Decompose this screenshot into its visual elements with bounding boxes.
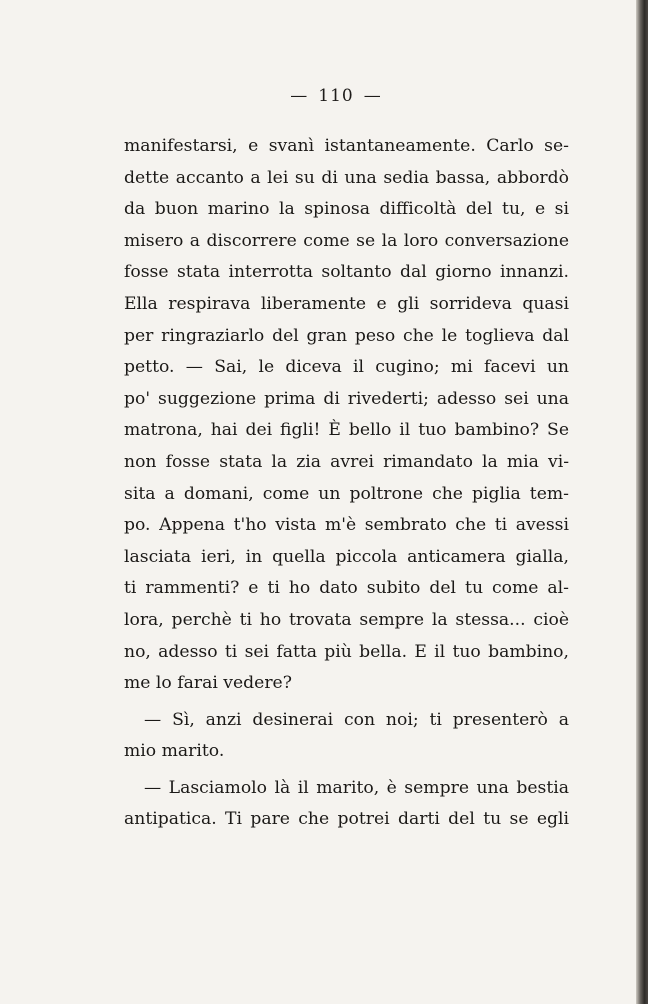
text-line: ti rammenti? e ti ho dato subito del tu come al-	[124, 578, 569, 599]
text-line: fosse stata interrotta soltanto dal giorno innanzi.	[124, 262, 569, 283]
paragraph	[124, 705, 569, 768]
text-line: me lo farai vedere?	[124, 673, 292, 694]
text-line: po. Appena t'ho vista m'è sembrato che ti avessi	[124, 515, 569, 536]
text-line: matrona, hai dei figli! È bello il tuo bambino? Se	[124, 420, 569, 441]
text-line: no, adesso ti sei fatta più bella. E il tuo bambino,	[124, 641, 569, 662]
text-line: — Sì, anzi desinerai con noi; ti presenterò a	[144, 709, 569, 730]
text-line: per ringraziarlo del gran peso che le toglieva dal	[124, 325, 569, 346]
text-line: petto. — Sai, le diceva il cugino; mi facevi un	[124, 357, 569, 378]
body-text	[124, 131, 569, 836]
text-line: non fosse stata la zia avrei rimandato la mia vi-	[124, 451, 569, 472]
page-binding-edge	[636, 0, 648, 1004]
text-line: — Lasciamolo là il marito, è sempre una bestia	[144, 777, 569, 798]
text-line: sita a domani, come un poltrone che piglia tem-	[124, 483, 569, 504]
text-line: lasciata ieri, in quella piccola anticamera gialla,	[124, 546, 569, 567]
text-line: manifestarsi, e svanì istantaneamente. Carlo se-	[124, 136, 569, 156]
page-number-header	[0, 86, 648, 106]
text-line: Ella respirava liberamente e gli sorrideva quasi	[124, 293, 569, 314]
page-number: 110	[318, 86, 354, 106]
text-line: antipatica. Ti pare che potrei darti del tu se egli	[124, 809, 569, 830]
text-line: dette accanto a lei su di una sedia bassa, abbordò	[124, 167, 569, 188]
text-line: da buon marino la spinosa difficoltà del tu, e si	[124, 199, 569, 220]
page-number-dash-right: —	[363, 86, 382, 106]
paragraph	[124, 131, 569, 700]
page-number-dash-left: —	[290, 86, 309, 106]
text-line: lora, perchè ti ho trovata sempre la stessa... cioè	[124, 609, 569, 630]
text-line: mio marito.	[124, 741, 225, 762]
text-line: misero a discorrere come se la loro conversazione	[124, 230, 569, 251]
text-line: po' suggezione prima di rivederti; adesso sei una	[124, 388, 569, 409]
paragraph	[124, 773, 569, 836]
